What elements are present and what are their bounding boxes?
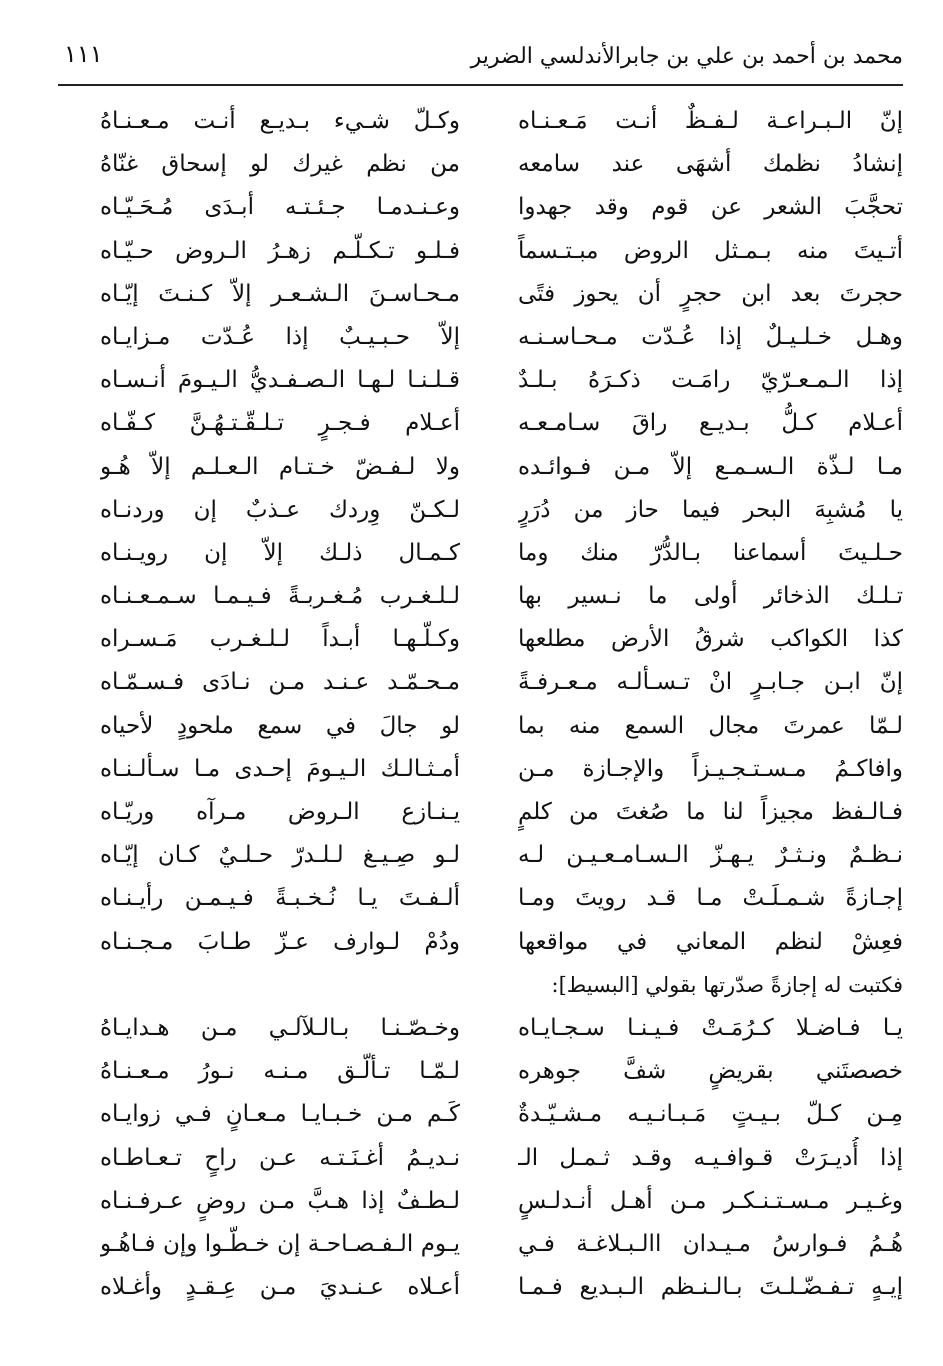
verse-hemistich: ودُمْ لـوارف عـزّ طـابَ مـجـنـاه [100, 928, 460, 955]
verse-hemistich: مـحـاسـنَ الـشـعـر إلاّ كـنـتَ إيّـاه [100, 280, 460, 307]
verse-hemistich: وكـلّ شـيء بـديـع أنـت مـعـنـاهُ [100, 108, 460, 134]
verse-hemistich: أعـلاه عـنـديَ مـن عِـقـدٍ وأغـلاه [100, 1274, 460, 1301]
verse-hemistich: مـا لـذّة الـسـمـع إلاّ مـن فـوائـده [518, 453, 903, 480]
verse-hemistich: إجـازةً شـمـلَـتْ مـا قـد رويتَ ومـا [518, 885, 903, 912]
verse-hemistich: تـلـك الذخائر أولى ما نـسير بها [518, 583, 903, 610]
verse-hemistich: يـنـازع الـروض مـرآه وريّـاه [100, 799, 460, 825]
right-column [518, 100, 903, 1309]
verse-hemistich: لـلـغـرب مُـغـربـةً فـيـمـا سـمـعـنـاه [100, 583, 460, 610]
stanza-gap [100, 964, 460, 1007]
verse-hemistich: فـالـفظ مجيزاً لنا ما صُغتَ من كلمٍ [518, 799, 903, 825]
verse-hemistich: إنّ ابـن جـابـرٍ انْ تـسـألـه مـعـرفـةً [518, 669, 903, 696]
verse-hemistich: مِـن كـلّ بـيـتٍ مَـبـانـيـه مـشـيّـدةٌ [518, 1101, 903, 1128]
verse-hemistich: إلاّ حـبـيـبٌ إذا عُـدّت مـزايـاه [100, 323, 460, 350]
page-number: ١١١ [64, 40, 103, 68]
verse-hemistich: إذا الـمـعـرّيّ رامَـت ذكـرَهُ بـلـدٌ [518, 367, 903, 394]
verse-hemistich: نـظـمٌ ونـثـرٌ يـهـزّ الـسـامـعـيـن لـه [518, 842, 903, 869]
verse-hemistich: وهـل خـلـيـلٌ إذا عُـدّت مـحـاسـنـه [518, 323, 903, 350]
verse-hemistich: حجرتَ بعد ابن حجرٍ أن يحوز فتًى [518, 280, 903, 307]
verse-hemistich: مـحـمّـد عـنـد مـن نـادَى فـسـمّـاه [100, 669, 460, 696]
verse-hemistich: أمـثـالـك الـيـومَ إحـدى مـا سـألـنـاه [100, 755, 460, 782]
verse-hemistich: وخـصّـنـا بـالـلآلـي مـن هـدايـاهُ [100, 1014, 460, 1041]
verse-hemistich: تحجَّبَ الشعر عن قوم وقد جهدوا [518, 194, 903, 221]
verse-hemistich: أتـيتَ منه بـمـثل الروض مبـتـسماً [518, 237, 903, 264]
verse-hemistich: ولا لـفـضّ خـتـام الـعـلـم إلاّ هُـو [100, 453, 460, 480]
verse-hemistich: فـلـو تـكـلّـم زهـرُ الـروض حـيّـاه [100, 237, 460, 264]
intro-line: فكتبت له إجازةً صدّرتها بقولي [البسيط]: [551, 972, 903, 997]
page-header [58, 38, 903, 86]
verse-hemistich: قـلـنـا لـهـا الـصـفـديُّ الـيـومَ أنـسـاه [100, 367, 460, 394]
verse-hemistich: وعـنـدمـا جـئـتـه أبـدَى مُـحَـيّـاه [100, 194, 460, 221]
verse-hemistich: وافاكـمُ مـسـتـجـيـزاً والإجـازة مـن [518, 755, 903, 782]
verse-hemistich: لـكـنّ وِردك عـذبٌ إن وردنـاه [100, 496, 460, 523]
running-title: محمد بن أحمد بن علي بن جابرالأندلسي الضرير [470, 44, 903, 69]
verse-hemistich: إذا أُديـرَتْ قـوافـيـه وقـد ثـمـل الـ [518, 1144, 903, 1171]
verse-hemistich: حـلـيتَ أسماعنا بـالدُّرّ منك وما [518, 539, 903, 566]
left-column [100, 100, 460, 1309]
verse-hemistich: لـطـفٌ إذا هـبَّ مـن روضٍ عـرفـنـاه [100, 1187, 460, 1214]
verse-hemistich: من نظم غيرك لو إسحاق غنّاهُ [100, 151, 460, 178]
verse-hemistich: يـوم الـفـصـاحـة إن خـطّـوا وإن فـاهُـو [100, 1230, 460, 1257]
verse-hemistich: كذا الكواكب شرقُ الأرض مطلعها [518, 626, 903, 653]
verse-hemistich: يا مُشبِهَ البحر فيما حاز من دُرَرٍ [518, 496, 903, 523]
verse-hemistich: لـمّـا تـألّـق مـنـه نـورُ مـعـنـاهُ [100, 1058, 460, 1085]
verse-hemistich: فعِشْ لنظم المعاني في مواقعها [518, 928, 903, 955]
verse-hemistich: خصصتَني بقريضٍ شفَّ جوهره [518, 1058, 903, 1085]
verse-hemistich: كَـم مـن خـبـايـا مـعـانٍ فـي زوايـاه [100, 1101, 460, 1128]
verse-hemistich: هُـمُ فـوارسُ مـيـدان االـبـلاغـة فـي [518, 1230, 903, 1257]
verse-hemistich: إنشادُ نظمك أشهَى عند سامعه [518, 151, 903, 178]
verse-hemistich: يـا فـاضـلا كـرُمَـتْ فـيـنـا سـجـايـاه [518, 1014, 903, 1041]
verse-hemistich: ألـفـتَ يـا نُـخـبـةً فـيـمـن رأيـنـاه [100, 885, 460, 912]
verse-hemistich: وغـيـر مـسـتـنـكـر مـن أهـل أنـدلـسٍ [518, 1187, 903, 1214]
verse-hemistich: لـمّا عمرتَ مجال السمع منه بما [518, 712, 903, 739]
verse-hemistich: أعـلام كـلُّ بـديـع راقَ سـامـعـه [518, 410, 903, 437]
verse-hemistich: كـمـال ذلـك إلاّ إن رويـنـاه [100, 539, 460, 566]
verse-hemistich: لـو صِـيـغ لـلـدرّ حـلـيٌ كـان إيّـاه [100, 842, 460, 869]
verse-hemistich: وكـلّـهـا أبـداً لـلـغـرب مَـسـراه [100, 626, 460, 653]
verse-hemistich: إنّ الـبـراعـة لـفـظٌ أنـت مَـعـنـاه [518, 108, 903, 134]
verse-hemistich: نـديـمُ أغـنَـتـه عـن راحٍ تـعـاطـاه [100, 1144, 460, 1171]
verse-hemistich: لو جالَ في سمع ملحودٍ لأحياه [100, 712, 460, 739]
verse-hemistich: أعـلام فـجـرٍ تـلـقّـتـهُـنَّ كـفّـاه [100, 410, 460, 437]
verse-hemistich: إيـهٍ تـفـضّـلـتَ بـالـنـظم الـبـديع فـمـا [518, 1274, 903, 1301]
